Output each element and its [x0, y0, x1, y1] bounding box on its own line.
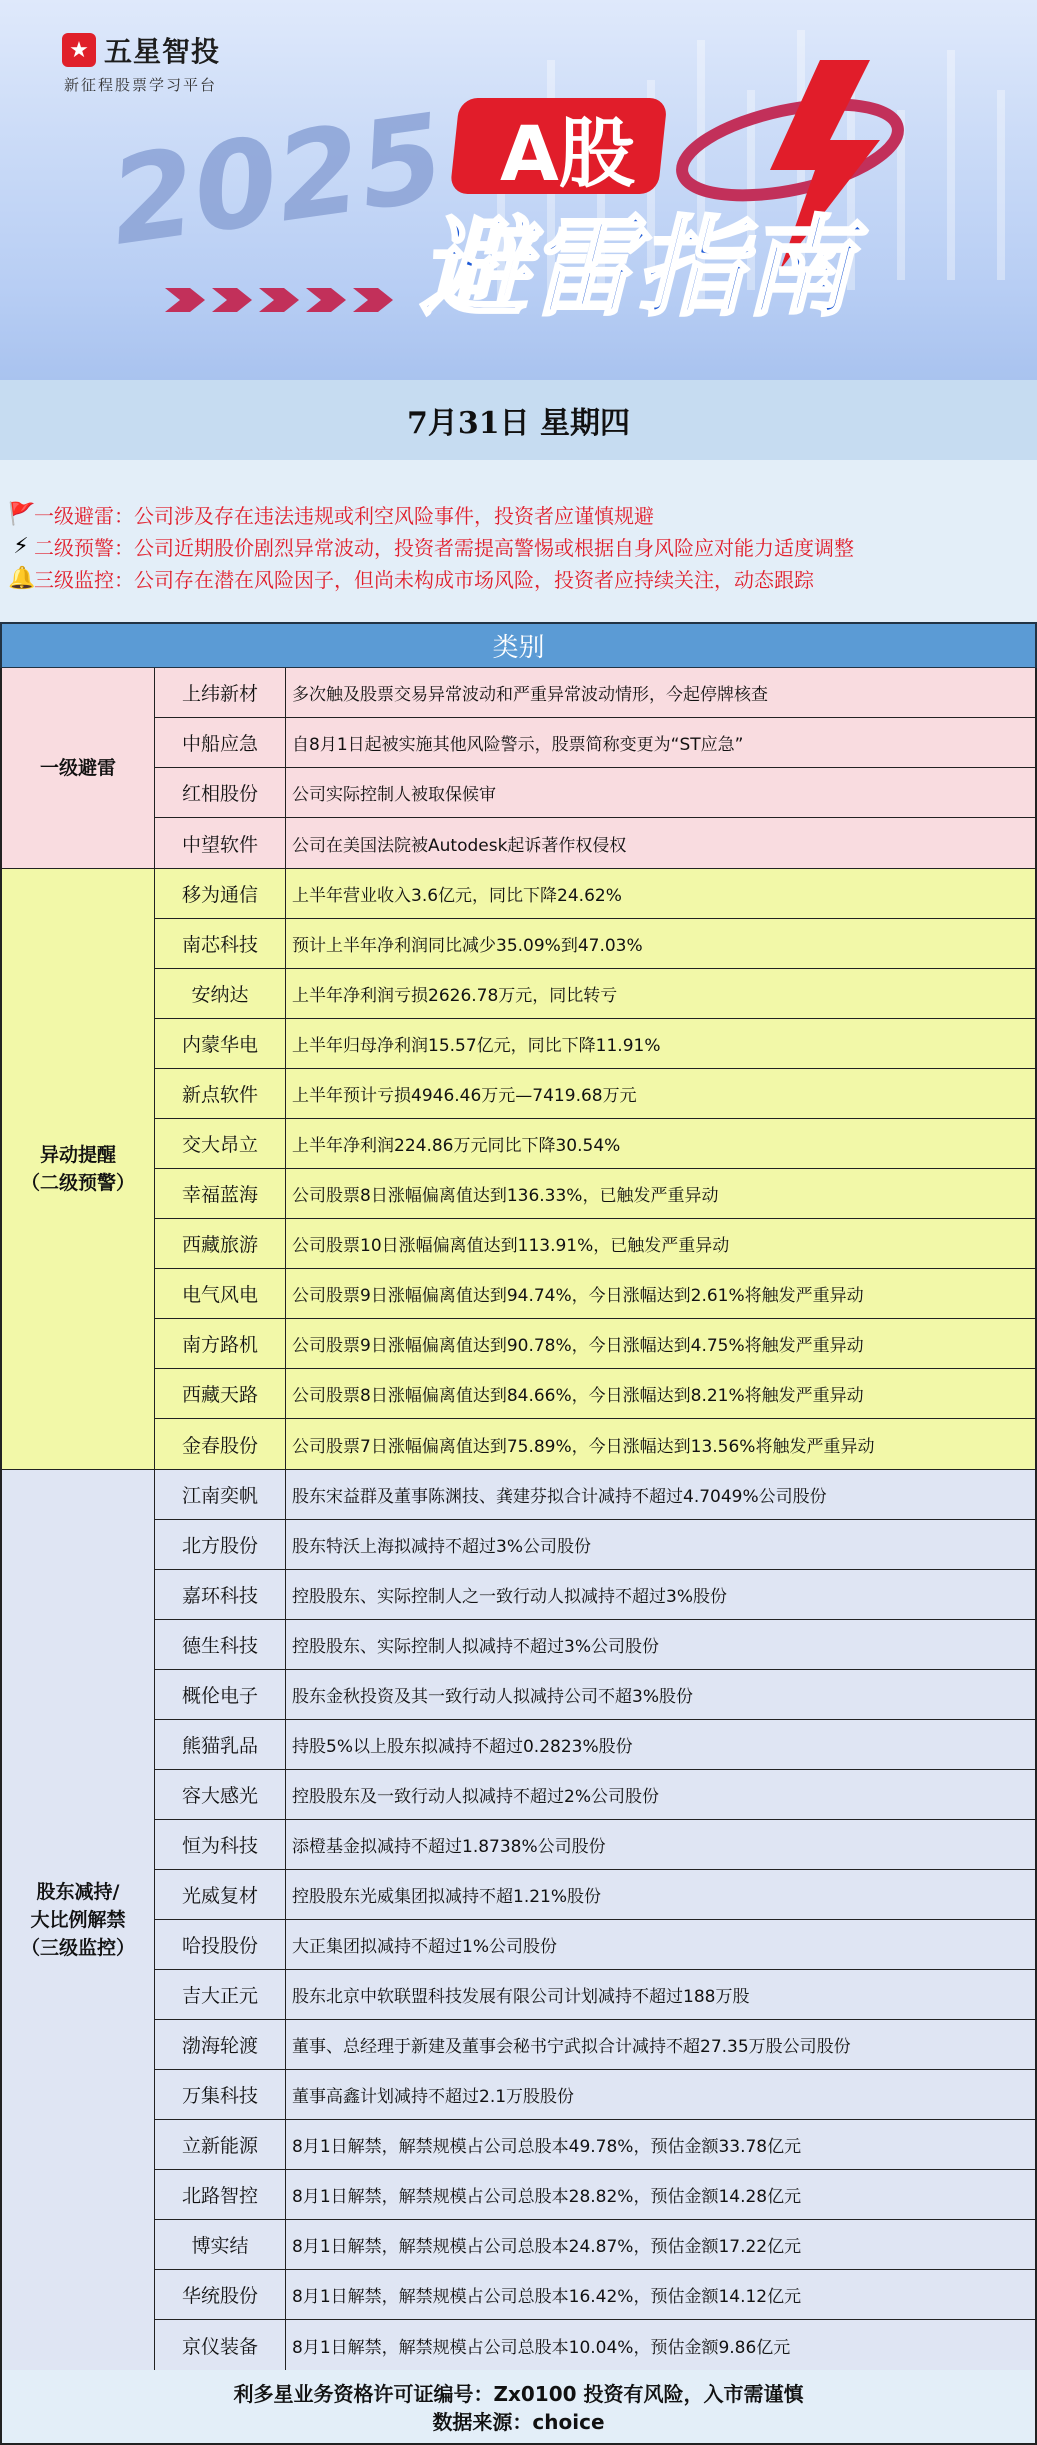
risk-description: 控股股东及一致行动人拟减持不超过2%公司股份	[292, 1787, 659, 1807]
table-row	[155, 1870, 1035, 1920]
banner-year: 2025	[102, 88, 453, 273]
stock-name: 交大昂立	[155, 1119, 286, 1168]
risk-description: 8月1日解禁，解禁规模占公司总股本10.04%，预估金额9.86亿元	[292, 2337, 791, 2358]
risk-description: 公司股票9日涨幅偏离值达到94.74%，今日涨幅达到2.61%将触发严重异动	[292, 1286, 864, 1306]
risk-description: 8月1日解禁，解禁规模占公司总股本49.78%，预估金额33.78亿元	[292, 2137, 802, 2157]
risk-description: 上半年归母净利润15.57亿元，同比下降11.91%	[292, 1036, 661, 1056]
legend-item-level2	[0, 530, 1037, 562]
risk-description: 自8月1日起被实施其他风险警示，股票简称变更为“ST应急”	[292, 735, 744, 755]
table-row	[155, 1219, 1035, 1269]
stock-name: 金春股份	[155, 1419, 286, 1469]
stock-name: 南芯科技	[155, 919, 286, 968]
table-row	[155, 1920, 1035, 1970]
risk-description: 公司股票8日涨幅偏离值达到84.66%，今日涨幅达到8.21%将触发严重异动	[292, 1386, 864, 1406]
table-row	[155, 1169, 1035, 1219]
bell-icon: 🔔	[8, 565, 36, 591]
stock-name: 上纬新材	[155, 668, 286, 717]
table-row	[155, 1820, 1035, 1870]
table-row	[155, 1319, 1035, 1369]
category-label: 一级避雷	[2, 668, 155, 868]
risk-description: 股东宋益群及董事陈渊技、龚建芬拟合计减持不超过4.7049%公司股份	[292, 1487, 827, 1507]
stock-name: 光威复材	[155, 1870, 286, 1919]
stock-name: 北路智控	[155, 2170, 286, 2219]
stock-name: 概伦电子	[155, 1670, 286, 1719]
data-source: 数据来源：choice	[432, 2410, 605, 2434]
stock-name: 容大感光	[155, 1770, 286, 1819]
table-row	[155, 869, 1035, 919]
stock-name: 嘉环科技	[155, 1570, 286, 1619]
stock-name: 华统股份	[155, 2270, 286, 2319]
stock-name: 京仪装备	[155, 2320, 286, 2370]
table-row	[155, 1620, 1035, 1670]
banner-art	[0, 0, 1037, 380]
category-label: 股东减持/ 大比例解禁 （三级监控）	[2, 1470, 155, 2370]
table-row	[155, 1520, 1035, 1570]
risk-description: 上半年预计亏损4946.46万元—7419.68万元	[292, 1086, 637, 1106]
group-level2	[0, 869, 1037, 1470]
brand-name: 五星智投	[104, 35, 221, 68]
header-banner	[0, 0, 1037, 380]
table-row	[155, 2170, 1035, 2220]
stock-name: 熊猫乳品	[155, 1720, 286, 1769]
risk-description: 持股5%以上股东拟减持不超过0.2823%股份	[292, 1737, 633, 1757]
risk-description: 董事、总经理于新建及董事会秘书宁武拟合计减持不超27.35万股公司股份	[292, 2037, 851, 2057]
risk-description: 股东特沃上海拟减持不超过3%公司股份	[292, 1537, 591, 1557]
risk-description: 控股股东、实际控制人之一致行动人拟减持不超过3%股份	[292, 1587, 727, 1607]
report-date: 7月31日 星期四	[406, 406, 631, 441]
group-level3	[0, 1470, 1037, 2371]
table-row	[155, 969, 1035, 1019]
legend-text: 一级避雷：公司涉及存在违法违规或利空风险事件，投资者应谨慎规避	[34, 503, 654, 528]
risk-description: 控股股东光威集团拟减持不超1.21%股份	[292, 1887, 602, 1907]
stock-name: 安纳达	[155, 969, 286, 1018]
table-row	[155, 1720, 1035, 1770]
table-row	[155, 2270, 1035, 2320]
stock-name: 新点软件	[155, 1069, 286, 1118]
table-row	[155, 1570, 1035, 1620]
table-row	[155, 1269, 1035, 1319]
table-row	[155, 2020, 1035, 2070]
brand-tagline: 新征程股票学习平台	[64, 76, 218, 94]
stock-name: 万集科技	[155, 2070, 286, 2119]
risk-table	[0, 622, 1037, 2371]
risk-description: 预计上半年净利润同比减少35.09%到47.03%	[292, 936, 643, 956]
legend-text: 二级预警：公司近期股价剧烈异常波动，投资者需提高警惕或根据自身风险应对能力适度调整	[34, 535, 854, 560]
stock-name: 中船应急	[155, 718, 286, 767]
stock-name: 恒为科技	[155, 1820, 286, 1869]
legend-item-level1	[0, 498, 1037, 530]
risk-description: 8月1日解禁，解禁规模占公司总股本16.42%，预估金额14.12亿元	[292, 2287, 802, 2307]
stock-name: 电气风电	[155, 1269, 286, 1318]
stock-name: 西藏旅游	[155, 1219, 286, 1268]
risk-description: 公司在美国法院被Autodesk起诉著作权侵权	[292, 835, 627, 856]
legend-item-level3	[0, 562, 1037, 594]
risk-description: 公司股票9日涨幅偏离值达到90.78%，今日涨幅达到4.75%将触发严重异动	[292, 1336, 864, 1356]
star-icon: ★	[62, 33, 96, 67]
risk-description: 大正集团拟减持不超过1%公司股份	[292, 1937, 557, 1957]
table-row	[155, 1970, 1035, 2020]
category-label: 异动提醒 （二级预警）	[2, 869, 155, 1469]
table-row	[155, 1770, 1035, 1820]
table-row	[155, 1419, 1035, 1469]
footer	[0, 2370, 1037, 2445]
table-row	[155, 2120, 1035, 2170]
stock-name: 博实结	[155, 2220, 286, 2269]
table-row	[155, 2320, 1035, 2370]
date-bar	[0, 380, 1037, 460]
risk-description: 上半年营业收入3.6亿元，同比下降24.62%	[292, 886, 622, 906]
table-row	[155, 1069, 1035, 1119]
stock-name: 哈投股份	[155, 1920, 286, 1969]
stock-name: 德生科技	[155, 1620, 286, 1669]
table-row	[155, 2220, 1035, 2270]
risk-description: 8月1日解禁，解禁规模占公司总股本24.87%，预估金额17.22亿元	[292, 2237, 802, 2257]
risk-description: 公司股票10日涨幅偏离值达到113.91%，已触发严重异动	[292, 1236, 730, 1256]
stock-name: 渤海轮渡	[155, 2020, 286, 2069]
stock-name: 内蒙华电	[155, 1019, 286, 1068]
risk-description: 公司股票7日涨幅偏离值达到75.89%，今日涨幅达到13.56%将触发严重异动	[292, 1436, 875, 1457]
banner-title: 避雷指南	[420, 206, 853, 331]
stock-name: 立新能源	[155, 2120, 286, 2169]
stock-name: 江南奕帆	[155, 1470, 286, 1519]
risk-description: 多次触及股票交易异常波动和严重异常波动情形，今起停牌核查	[292, 685, 768, 705]
stock-name: 中望软件	[155, 818, 286, 868]
table-row	[155, 1019, 1035, 1069]
risk-description: 公司股票8日涨幅偏离值达到136.33%，已触发严重异动	[292, 1186, 719, 1206]
table-row	[155, 1470, 1035, 1520]
risk-description: 控股股东、实际控制人拟减持不超过3%公司股份	[292, 1637, 659, 1657]
stock-name: 北方股份	[155, 1520, 286, 1569]
stock-name: 南方路机	[155, 1319, 286, 1368]
arrow-chevrons	[165, 288, 393, 312]
risk-description: 公司实际控制人被取保候审	[292, 785, 496, 805]
table-row	[155, 1119, 1035, 1169]
table-row	[155, 718, 1035, 768]
legend-text: 三级监控：公司存在潜在风险因子，但尚未构成市场风险，投资者应持续关注，动态跟踪	[34, 567, 814, 592]
table-row	[155, 818, 1035, 868]
lightning-icon: ⚡	[13, 533, 29, 559]
group-level1	[0, 668, 1037, 869]
risk-description: 上半年净利润亏损2626.78万元，同比转亏	[292, 986, 618, 1006]
risk-description: 上半年净利润224.86万元同比下降30.54%	[292, 1136, 621, 1156]
stock-name: 西藏天路	[155, 1369, 286, 1418]
banner-tag: A股	[500, 109, 635, 198]
red-flag-icon: 🚩	[8, 501, 36, 527]
stock-name: 幸福蓝海	[155, 1169, 286, 1218]
stock-name: 移为通信	[155, 869, 286, 918]
risk-legend	[0, 460, 1037, 622]
table-header: 类别	[0, 622, 1037, 668]
risk-description: 董事高鑫计划减持不超过2.1万股股份	[292, 2087, 575, 2107]
license-notice: 利多星业务资格许可证编号：Zx0100 投资有风险，入市需谨慎	[233, 2382, 804, 2406]
risk-description: 股东金秋投资及其一致行动人拟减持公司不超3%股份	[292, 1687, 693, 1707]
table-row	[155, 919, 1035, 969]
table-row	[155, 768, 1035, 818]
table-row	[155, 1369, 1035, 1419]
stock-name: 吉大正元	[155, 1970, 286, 2019]
table-row	[155, 2070, 1035, 2120]
table-row	[155, 1670, 1035, 1720]
risk-description: 股东北京中软联盟科技发展有限公司计划减持不超过188万股	[292, 1987, 750, 2007]
stock-name: 红相股份	[155, 768, 286, 817]
risk-description: 添橙基金拟减持不超过1.8738%公司股份	[292, 1837, 606, 1857]
risk-description: 8月1日解禁，解禁规模占公司总股本28.82%，预估金额14.28亿元	[292, 2187, 802, 2207]
table-row	[155, 668, 1035, 718]
